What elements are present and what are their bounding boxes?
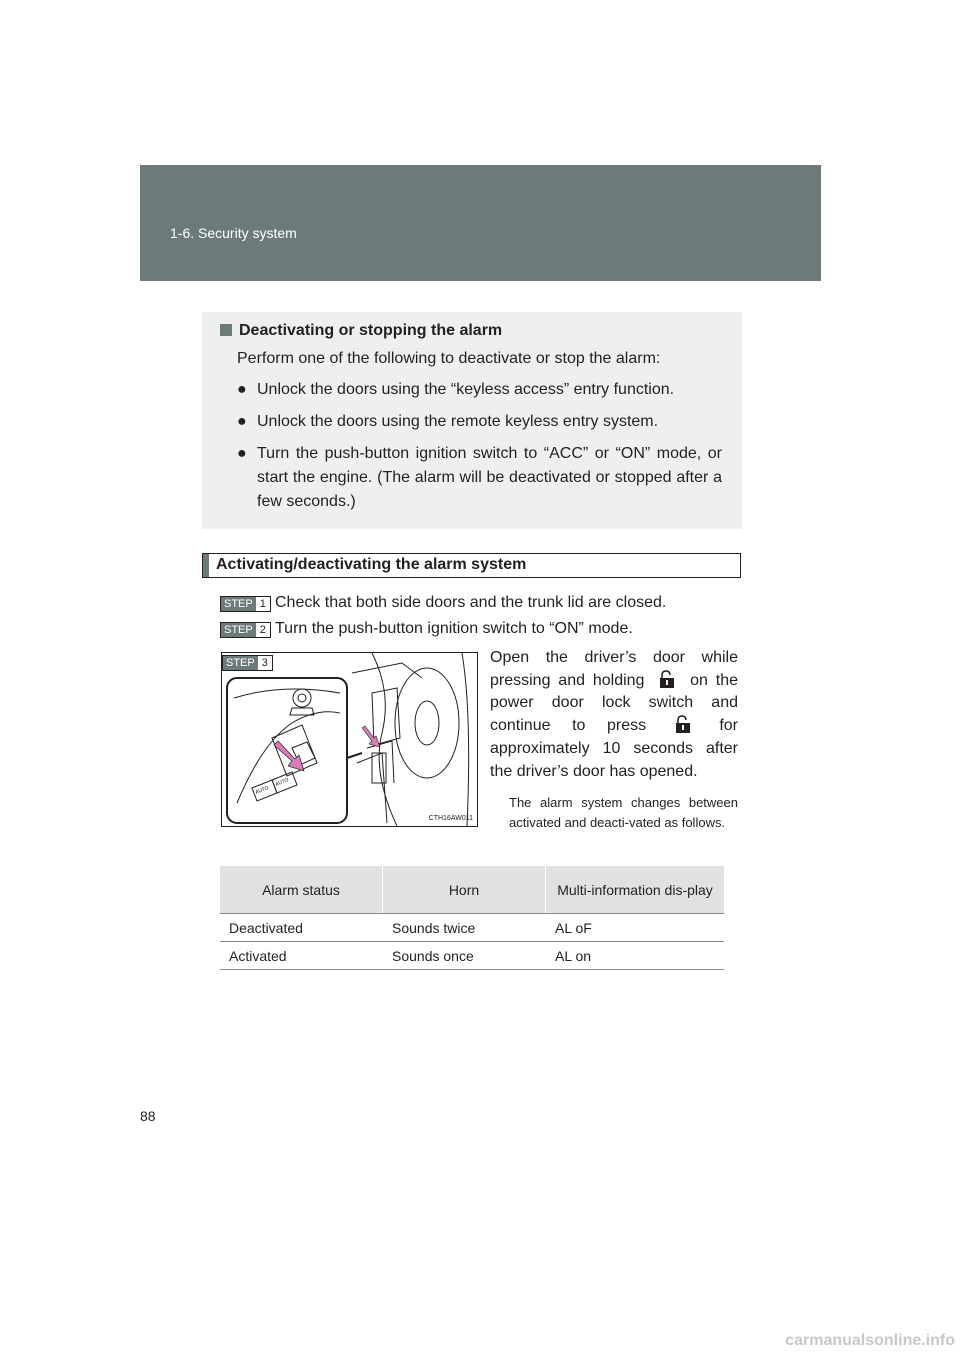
table-row: [220, 942, 724, 970]
table-cell: AL on: [546, 942, 725, 970]
table-header-row: [220, 866, 724, 914]
step-1-text: Check that both side doors and the trunk lid are closed.: [275, 594, 667, 611]
bullet-icon: ●: [237, 445, 247, 462]
table-cell: AL oF: [546, 914, 725, 942]
column-header: Horn: [383, 866, 546, 914]
heading-accent-bar: [203, 554, 209, 577]
step-badge-3: STEP 3: [222, 655, 273, 671]
table-cell: Sounds twice: [383, 914, 546, 942]
step-badge-2: STEP 2: [220, 622, 271, 638]
bullet-icon: ●: [237, 413, 247, 430]
unlock-icon: [652, 670, 682, 688]
column-header: Alarm status: [220, 866, 383, 914]
watermark: carmanualsonline.info: [785, 1332, 955, 1349]
door-panel-drawing: [222, 653, 477, 826]
table-cell: Deactivated: [220, 914, 383, 942]
table-cell: Activated: [220, 942, 383, 970]
info-box-intro: Perform one of the following to deactivate or stop the alarm:: [237, 350, 661, 367]
info-box-title: Deactivating or stopping the alarm: [220, 322, 502, 340]
alarm-status-table: [220, 866, 724, 970]
info-box: Deactivating or stopping the alarm Perform one of the following to deactivate or stop the alarm: ● Unlock the doors using the “keyless access” entry function. ● Unlock the doors using the remote keyless entry system. ● Turn the push-button ignition switch to “ACC” or “ON” mode, or start the engine. (The alarm will be deactivated or stopped after a few seconds.): [202, 312, 742, 529]
step-badge-1: STEP 1: [220, 596, 271, 612]
auto-button-label: AUTO: [254, 785, 270, 796]
bullet-icon: ●: [237, 381, 247, 398]
section-heading: Activating/deactivating the alarm system: [202, 553, 741, 578]
note-text: The alarm system changes between activated and deacti-vated as follows.: [509, 795, 738, 830]
door-switch-illustration: [221, 652, 478, 827]
header-band: [140, 165, 821, 281]
step-3-text: Open the driver’s door while pressing and holding on the power door lock switch and continue to press for approximately 10 seconds after the driver’s door has opened.: [490, 649, 739, 780]
auto-button-label: AUTO: [274, 777, 290, 788]
section-label: 1-6. Security system: [170, 225, 297, 241]
table-cell: Sounds once: [383, 942, 546, 970]
column-header: Multi-information dis-play: [546, 866, 725, 914]
figure-code: CTH16AW011: [428, 815, 473, 822]
unlock-icon: [668, 715, 698, 733]
page-number: 88: [140, 1108, 156, 1124]
table-row: [220, 914, 724, 942]
step-2-text: Turn the push-button ignition switch to “ON” mode.: [275, 620, 633, 637]
square-bullet-icon: [220, 324, 232, 336]
